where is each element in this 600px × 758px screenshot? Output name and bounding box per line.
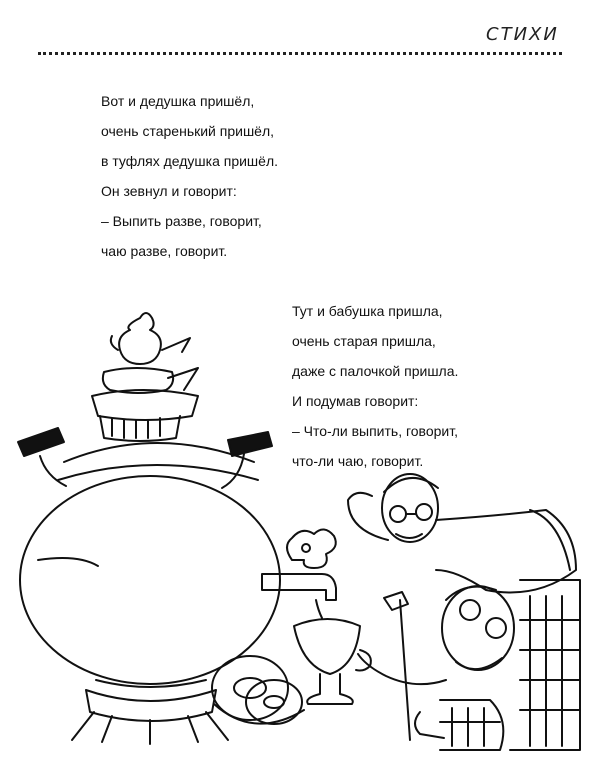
dotted-rule (38, 52, 562, 55)
poem-line: И подумав говорит: (292, 393, 419, 409)
poem-line: очень старенький пришёл, (101, 123, 275, 139)
samovar-illustration (0, 300, 600, 758)
samovar-body (20, 443, 280, 744)
poem-line: – Что-ли выпить, говорит, (292, 423, 458, 439)
poem-line: Тут и бабушка пришла, (292, 303, 443, 319)
samovar-tap (262, 529, 336, 618)
poem-line: в туфлях дедушка пришёл. (101, 153, 279, 169)
poem-line: Он зевнул и говорит: (101, 183, 237, 199)
bagels (212, 656, 304, 724)
samovar-crown (92, 313, 198, 441)
poem-stanza-1 (101, 86, 278, 266)
poem-line: – Выпить разве, говорит, (101, 213, 262, 229)
poem-line: что-ли чаю, говорит. (292, 453, 424, 469)
poem-line: даже с палочкой пришла. (292, 363, 459, 379)
poem-line: чаю разве, говорит. (101, 243, 228, 259)
section-title: СТИХИ (486, 24, 559, 45)
poem-line: очень старая пришла, (292, 333, 436, 349)
poem-line: Вот и дедушка пришёл, (101, 93, 255, 109)
grandfather (358, 580, 580, 750)
tea-cup (294, 619, 371, 704)
samovar-handles (18, 428, 272, 488)
